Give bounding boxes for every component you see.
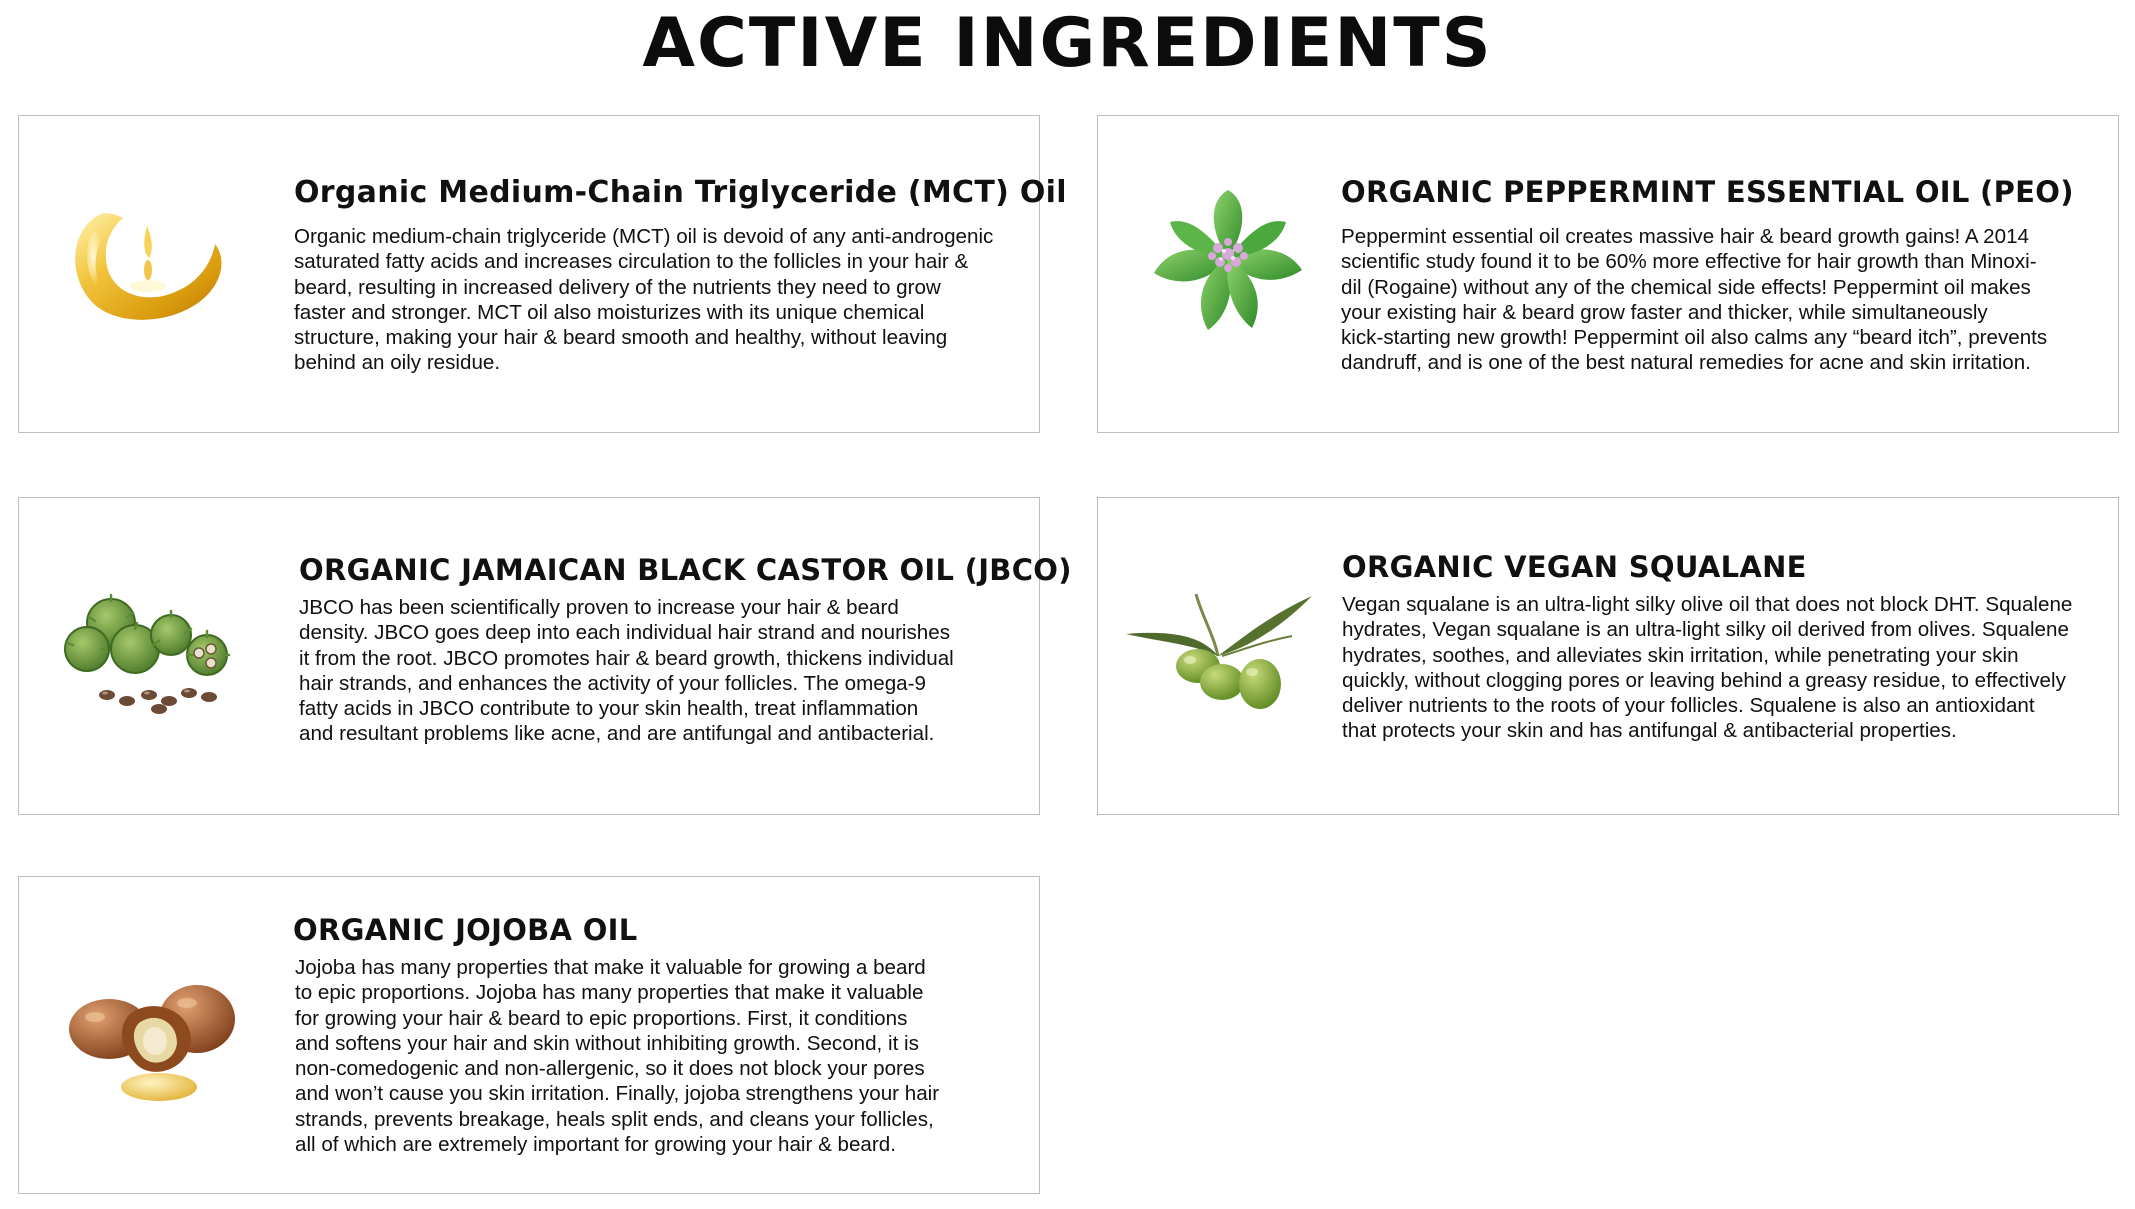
ingredient-title: Organic Medium-Chain Triglyceride (MCT) Oil: [294, 175, 1067, 210]
ingredient-card-jbco: [18, 497, 1072, 815]
ingredient-title: ORGANIC PEPPERMINT ESSENTIAL OIL (PEO): [1341, 175, 2074, 209]
ingredient-title: ORGANIC JOJOBA OIL: [293, 913, 638, 947]
ingredient-description: Vegan squalane is an ultra-light silky olive oil that does not block DHT. Squalene hydrates, Vegan squalane is an ultra-light silky oil derived from olives. Squalene hydrates, soothes, and alleviates skin irritation, while penetrating your skin quickly, without clogging pores or leaving behind a greasy residue, to effectively deliver nutrients to the roots of your follicles. Squalene is also an antioxidant that protects your skin and has antifungal & antibacterial properties.: [1342, 593, 2073, 743]
olive-icon: [1122, 586, 1322, 716]
ingredient-card-jojoba: [18, 876, 1040, 1194]
oil-drop-icon: [63, 196, 233, 336]
ingredient-description: Organic medium-chain triglyceride (MCT) oil is devoid of any anti-androgenic saturated fatty acids and increases circulation to the follicles in your hair & beard, resulting in increased delivery of the nutrients they need to grow faster and stronger. MCT oil also moisturizes with its unique chemical structure, making your hair & beard smooth and healthy, without leaving behind an oily residue.: [294, 225, 994, 375]
ingredient-card-peppermint: [1097, 115, 2119, 433]
jojoba-nut-icon: [59, 967, 249, 1117]
ingredient-description: JBCO has been scientifically proven to increase your hair & beard density. JBCO goes deep into each individual hair strand and nourishes it from the root. JBCO promotes hair & beard growth, thickens individual hair strands, and enhances the activity of your follicles. The omega-9 fatty acids in JBCO contribute to your skin health, treat inflammation and resultant problems like acne, and are antifungal and antibacterial.: [299, 596, 954, 746]
ingredient-description: Peppermint essential oil creates massive hair & beard growth gains! A 2014 scientific study found it to be 60% more effective for hair growth than Minoxi- dil (Rogaine) without any of the chemical side effects! Peppermint oil makes your existing hair & beard grow faster and thicker, while simultaneously kick-starting new growth! Peppermint oil also calms any “beard itch”, prevents dandruff, and is one of the best natural remedies for acne and skin irritation.: [1341, 225, 2048, 375]
peppermint-leaf-icon: [1148, 188, 1308, 338]
page-title: ACTIVE INGREDIENTS: [642, 4, 1493, 83]
castor-bean-icon: [59, 583, 249, 718]
ingredient-title: ORGANIC VEGAN SQUALANE: [1342, 550, 1807, 584]
ingredient-card-squalane: [1097, 497, 2119, 815]
ingredient-card-mct: [18, 115, 1067, 433]
ingredient-title: ORGANIC JAMAICAN BLACK CASTOR OIL (JBCO): [299, 553, 1072, 587]
ingredient-description: Jojoba has many properties that make it valuable for growing a beard to epic proportions. Jojoba has many properties that make it valuable for growing your hair & beard to epic proportions. First, it conditions and softens your hair and skin without inhibiting growth. Second, it is non-comedogenic and non-allergenic, so it does not block your pores and won’t cause you skin irritation. Finally, jojoba strengthens your hair strands, prevents breakage, heals split ends, and cleans your follicles, all of which are extremely important for growing your hair & beard.: [295, 956, 940, 1157]
